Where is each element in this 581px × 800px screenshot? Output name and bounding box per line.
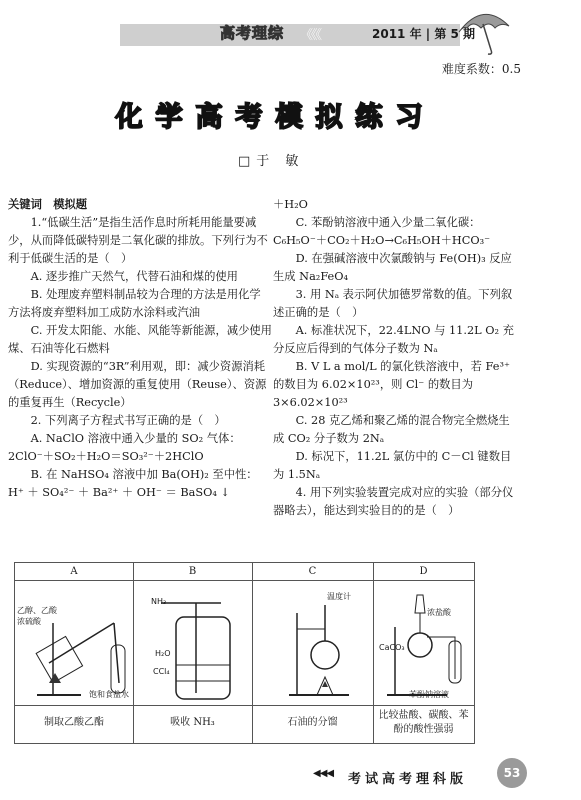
d-phenoxide-label: 苯酚钠溶液 [409,690,449,699]
title-char: 学 [155,102,183,133]
q2-option-b: B. 在 NaHSO₄ 溶液中加 Ba(OH)₂ 至中性：H⁺ ＋ SO₄²⁻ ＋ Ba²⁺ ＋ OH⁻ ＝ BaSO₄ ↓ [8,468,258,499]
a-reagents-label: 乙醇、乙酸 浓硫酸 [17,606,57,626]
q3-option-d: D. 标况下，11.2L 氯仿中的 C－Cl 键数目为 1.5Nₐ [273,450,512,481]
q1-option-c: C. 开发太阳能、水能、风能等新能源，减少使用煤、石油等化石燃料 [8,324,272,355]
apparatus-a-diagram [19,583,131,703]
table-header-c: C [308,566,317,577]
title-char: 拟 [315,102,343,133]
author: □于 敏 [238,154,305,169]
table-header-a: A [70,566,78,577]
question-2: 2. 下列离子方程式书写正确的是（ ） [30,414,226,427]
caption-c: 石油的分馏 [287,717,338,728]
table-divider [373,563,374,743]
footer-arrow-icon: ◀◀◀ [313,768,334,779]
caption-d: 比较盐酸、碳酸、苯酚的酸性强弱 [378,710,469,735]
q2-option-a: A. NaClO 溶液中通入少量的 SO₂ 气体：2ClO⁻＋SO₂＋H₂O＝SO₃²⁻＋2HClO [8,432,241,463]
q3-option-b: B. V L a mol/L 的氯化铁溶液中，若 Fe³⁺ 的数目为 6.02×10²³，则 Cl⁻ 的数目为 3×6.02×10²³ [273,360,510,409]
table-divider [15,580,474,581]
caption-b: 吸收 NH₃ [170,717,215,728]
page-number: 53 [497,758,527,788]
c-thermo-label: 温度计 [327,592,351,601]
title-char: 模 [275,102,303,133]
a-solution-label: 饱和食盐水 [89,690,129,699]
left-column [8,196,272,502]
d-caco3-label: CaCO₃ [379,643,405,652]
title-char: 考 [235,102,263,133]
q1-option-d: D. 实现资源的“3R”利用观，即：减少资源消耗（Reduce）、增加资源的重复使用（Reuse）、资源的重复再生（Recycle） [8,360,267,409]
right-column [273,196,517,520]
apparatus-table [14,562,475,744]
footer-title: 考试高考理科版 [348,772,468,787]
keywords: 关键词 模拟题 [8,198,88,211]
umbrella-icon [455,6,513,56]
b-water-label: H₂O [155,649,171,658]
q2-option-c: C. 苯酚钠溶液中通入少量二氧化碳：C₆H₅O⁻＋CO₂＋H₂O→C₆H₅OH＋HCO₃⁻ [273,216,491,247]
apparatus-c-diagram [259,583,371,703]
q1-option-b: B. 处理废弃塑料制品较为合理的方法是用化学方法将废弃塑料加工成防水涂料或汽油 [8,288,261,319]
page-title [113,102,433,134]
title-char: 习 [395,102,423,133]
chevron-icon: 《《《 [300,28,321,43]
question-3: 3. 用 Nₐ 表示阿伏加德罗常数的值。下列叙述正确的是（ ） [273,288,513,319]
b-ccl4-label: CCl₄ [153,667,170,676]
q2-option-d: D. 在强碱溶液中次氯酸钠与 Fe(OH)₃ 反应生成 Na₂FeO₄ [273,252,512,283]
question-4: 4. 用下列实验装置完成对应的实验（部分仪器略去），能达到实验目的的是（ ） [273,486,514,517]
q3-option-a: A. 标准状况下，22.4LNO 与 11.2L O₂ 充分反应后得到的气体分子数为 Nₐ [273,324,514,355]
title-char: 练 [355,102,383,133]
title-char: 化 [115,102,143,133]
series-title: 高考理综 [220,24,285,42]
table-header-d: D [419,566,428,577]
q3-option-c: C. 28 克乙烯和聚乙烯的混合物完全燃烧生成 CO₂ 分子数为 2Nₐ [273,414,510,445]
q2-option-b-cont: ＋H₂O [273,198,308,211]
b-gas-label: NH₃ [151,597,167,606]
question-1: 1.“低碳生活”是指生活作息时所耗用能量要减少，从而降低碳特别是二氧化碳的排放。下列行为不利于低碳生活的是（ ） [8,216,268,265]
issue-label: 2011 年 | 第 5 期 [372,27,476,41]
difficulty-label: 难度系数：0.5 [441,62,521,76]
caption-a: 制取乙酸乙酯 [44,717,104,728]
table-header-b: B [188,566,197,577]
d-acid-label: 浓盐酸 [427,608,451,617]
title-char: 高 [195,102,223,133]
q1-option-a: A. 逐步推广天然气，代替石油和煤的使用 [30,270,238,283]
